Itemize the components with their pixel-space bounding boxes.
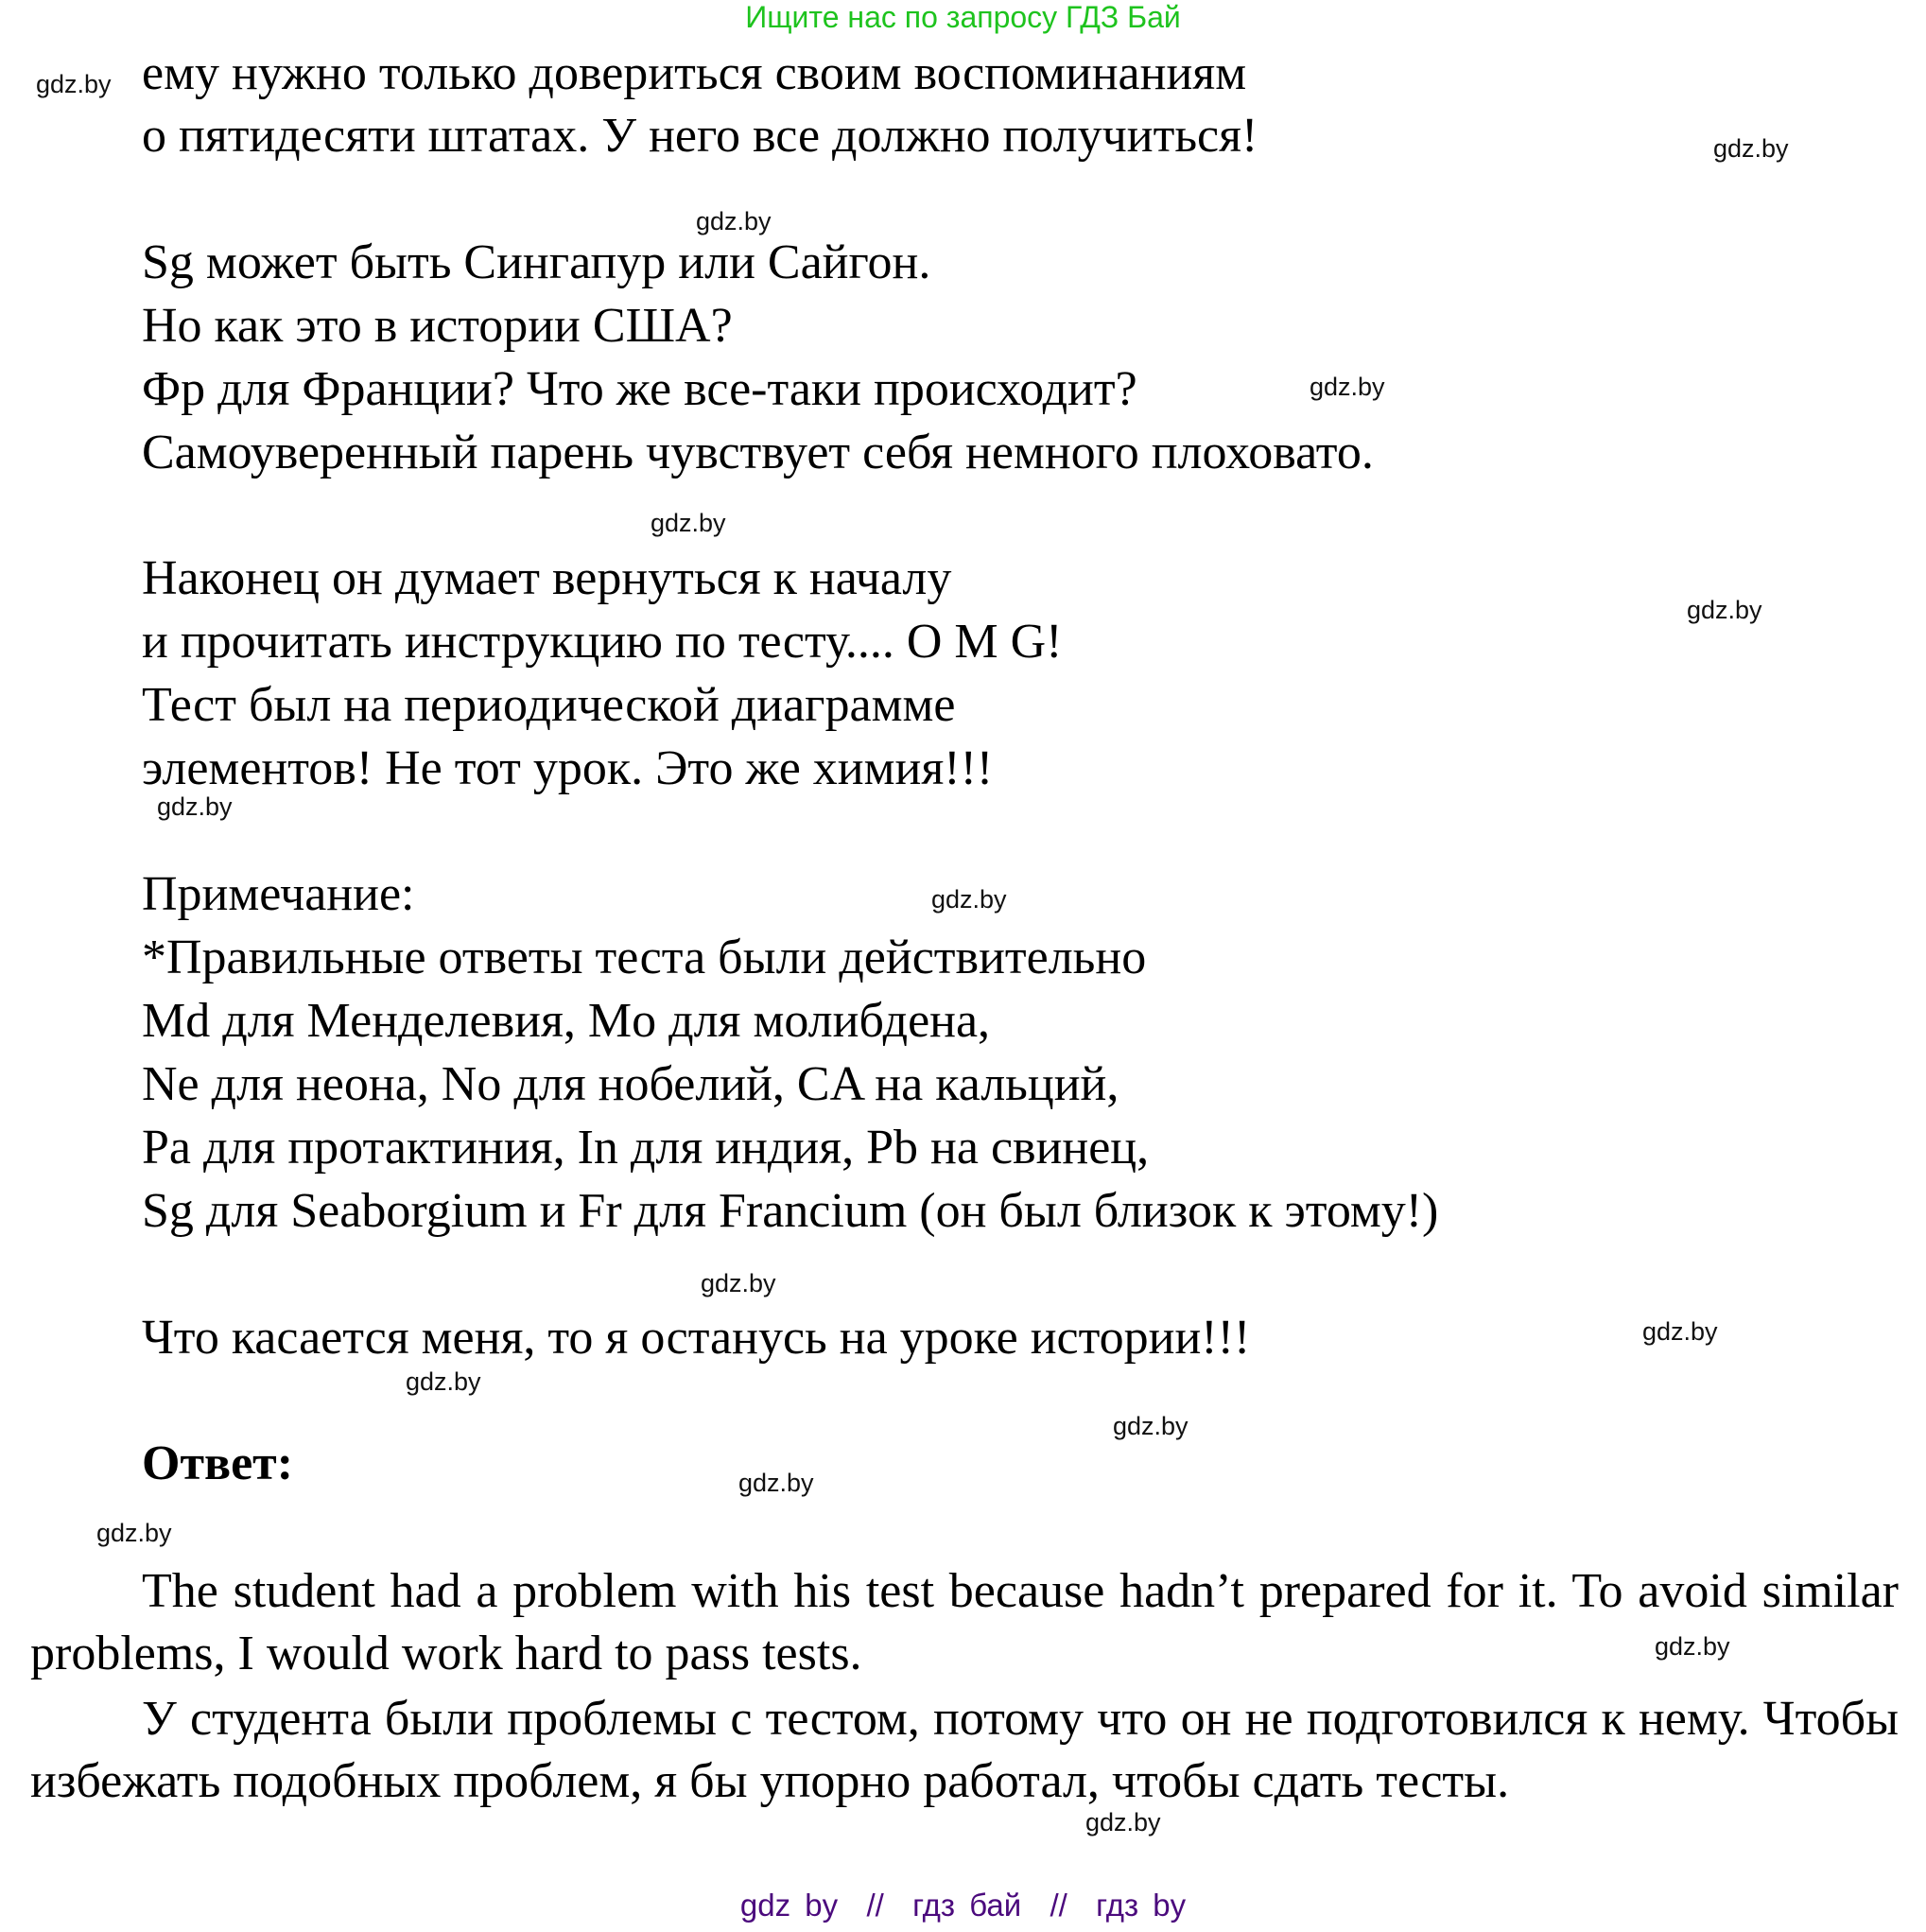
- poem-line: Самоуверенный парень чувствует себя немного плоховато.: [142, 426, 1374, 479]
- watermark: gdz.by: [157, 792, 233, 821]
- poem-line: Тест был на периодической диаграмме: [142, 678, 956, 732]
- watermark: gdz.by: [406, 1367, 481, 1396]
- answer-english: [30, 1560, 1899, 1685]
- watermark: gdz.by: [1642, 1317, 1718, 1346]
- watermark: gdz.by: [36, 70, 112, 98]
- watermark: gdz.by: [1310, 373, 1385, 401]
- watermark: gdz.by: [1687, 596, 1762, 624]
- closing-line: Что касается меня, то я останусь на уроке истории!!!: [142, 1311, 1251, 1365]
- poem-line: и прочитать инструкцию по тесту.... O M G!: [142, 615, 1063, 669]
- note-line: *Правильные ответы теста были действительно: [142, 931, 1147, 984]
- watermark: gdz.by: [1113, 1412, 1189, 1440]
- note-line: Md для Менделевия, Mo для молибдена,: [142, 994, 991, 1048]
- watermark: gdz.by: [738, 1469, 814, 1497]
- poem-line: ему нужно только довериться своим воспоминаниям: [142, 46, 1247, 100]
- watermark: gdz.by: [1713, 134, 1789, 163]
- search-banner[interactable]: Ищите нас по запросу ГДЗ Бай: [745, 0, 1181, 34]
- watermark: gdz.by: [701, 1269, 776, 1297]
- poem-line: Фр для Франции? Что же все-таки происходит?: [142, 362, 1137, 416]
- watermark: gdz.by: [931, 885, 1007, 914]
- note-heading: Примечание:: [142, 867, 415, 921]
- poem-line: Sg может быть Сингапур или Сайгон.: [142, 235, 931, 289]
- watermark: gdz.by: [1085, 1808, 1161, 1836]
- poem-line: Но как это в истории США?: [142, 299, 733, 353]
- footer-links[interactable]: gdz by // гдз бай // гдз by: [739, 1888, 1187, 1923]
- poem-line: элементов! Не тот урок. Это же химия!!!: [142, 741, 994, 795]
- watermark: gdz.by: [696, 207, 772, 235]
- answer-russian: [30, 1688, 1899, 1813]
- note-line: Ne для неона, No для нобелий, CA на кальций,: [142, 1057, 1119, 1111]
- answer-russian-text: У студента были проблемы с тестом, потому что он не подготовился к нему. Чтобы избежать подобных проблем, я бы упорно работал, чтобы сдать тесты.: [30, 1692, 1899, 1808]
- note-line: Pa для протактиния, In для индия, Pb на свинец,: [142, 1121, 1150, 1175]
- watermark: gdz.by: [96, 1519, 172, 1547]
- poem-line: о пятидесяти штатах. У него все должно получиться!: [142, 109, 1258, 163]
- poem-line: Наконец он думает вернуться к началу: [142, 551, 952, 605]
- answer-heading: Ответ:: [142, 1436, 294, 1490]
- watermark: gdz.by: [1655, 1632, 1730, 1661]
- note-line: Sg для Seaborgium и Fr для Francium (он был близок к этому!): [142, 1184, 1439, 1238]
- watermark: gdz.by: [651, 509, 726, 537]
- answer-english-text: The student had a problem with his test because hadn’t prepared for it. To avoid similar problems, I would work hard to pass tests.: [30, 1564, 1899, 1680]
